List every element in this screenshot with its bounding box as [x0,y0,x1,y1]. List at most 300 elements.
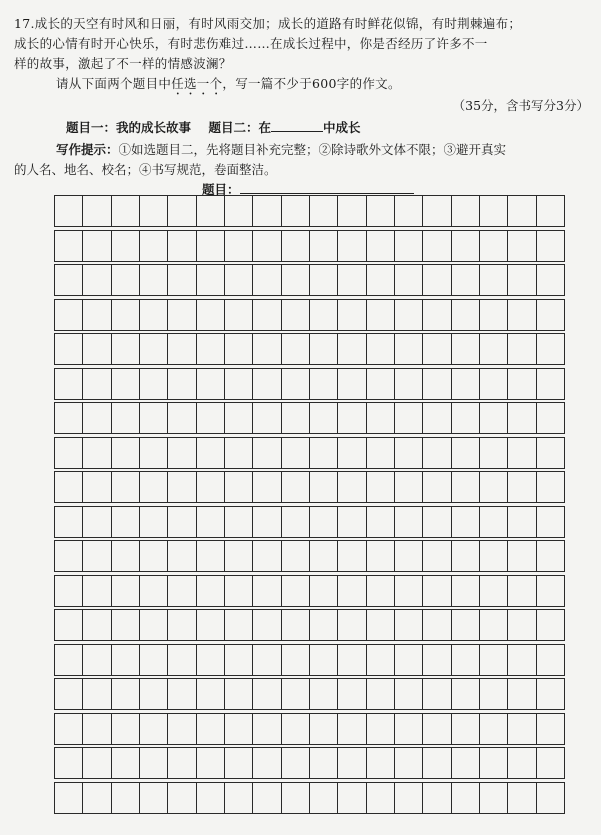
grid-cell[interactable] [310,403,338,433]
grid-cell[interactable] [197,541,225,571]
grid-cell[interactable] [395,196,423,226]
grid-cell[interactable] [537,300,564,330]
grid-cell[interactable] [423,610,451,640]
grid-cell[interactable] [225,576,253,606]
grid-cell[interactable] [253,265,281,295]
grid-cell[interactable] [225,472,253,502]
grid-cell[interactable] [282,783,310,813]
grid-cell[interactable] [197,748,225,778]
grid-cell[interactable] [55,472,83,502]
grid-cell[interactable] [168,403,196,433]
grid-cell[interactable] [83,507,111,537]
grid-cell[interactable] [112,541,140,571]
grid-cell[interactable] [253,334,281,364]
grid-cell[interactable] [55,576,83,606]
grid-cell[interactable] [140,196,168,226]
grid-cell[interactable] [112,748,140,778]
grid-cell[interactable] [537,231,564,261]
grid-cell[interactable] [480,783,508,813]
grid-cell[interactable] [537,645,564,675]
grid-cell[interactable] [55,507,83,537]
grid-cell[interactable] [140,369,168,399]
grid-cell[interactable] [508,196,536,226]
grid-cell[interactable] [140,748,168,778]
grid-cell[interactable] [395,748,423,778]
grid-cell[interactable] [112,334,140,364]
grid-cell[interactable] [83,541,111,571]
grid-cell[interactable] [480,507,508,537]
grid-cell[interactable] [168,783,196,813]
grid-cell[interactable] [282,196,310,226]
grid-cell[interactable] [253,403,281,433]
grid-cell[interactable] [508,748,536,778]
grid-cell[interactable] [253,438,281,468]
grid-cell[interactable] [112,438,140,468]
grid-cell[interactable] [338,679,366,709]
grid-cell[interactable] [253,300,281,330]
grid-cell[interactable] [83,748,111,778]
grid-cell[interactable] [140,783,168,813]
grid-cell[interactable] [282,403,310,433]
grid-cell[interactable] [197,265,225,295]
grid-cell[interactable] [537,714,564,744]
grid-cell[interactable] [537,748,564,778]
grid-cell[interactable] [168,541,196,571]
grid-cell[interactable] [140,610,168,640]
grid-cell[interactable] [452,231,480,261]
grid-cell[interactable] [112,196,140,226]
grid-cell[interactable] [423,541,451,571]
grid-cell[interactable] [253,645,281,675]
grid-cell[interactable] [508,507,536,537]
grid-cell[interactable] [423,369,451,399]
grid-cell[interactable] [310,300,338,330]
grid-cell[interactable] [310,576,338,606]
grid-cell[interactable] [168,265,196,295]
grid-cell[interactable] [452,679,480,709]
grid-cell[interactable] [197,714,225,744]
grid-cell[interactable] [423,472,451,502]
grid-cell[interactable] [338,576,366,606]
grid-cell[interactable] [197,334,225,364]
grid-cell[interactable] [282,714,310,744]
grid-cell[interactable] [140,265,168,295]
grid-cell[interactable] [423,300,451,330]
grid-cell[interactable] [537,334,564,364]
grid-cell[interactable] [423,334,451,364]
grid-cell[interactable] [423,265,451,295]
grid-cell[interactable] [225,507,253,537]
grid-cell[interactable] [55,334,83,364]
grid-cell[interactable] [338,231,366,261]
grid-cell[interactable] [480,645,508,675]
grid-cell[interactable] [508,334,536,364]
grid-cell[interactable] [168,645,196,675]
grid-cell[interactable] [112,265,140,295]
grid-cell[interactable] [112,231,140,261]
grid-cell[interactable] [423,679,451,709]
grid-cell[interactable] [367,679,395,709]
grid-cell[interactable] [310,334,338,364]
grid-cell[interactable] [55,610,83,640]
grid-cell[interactable] [338,714,366,744]
grid-cell[interactable] [140,507,168,537]
essay-title-blank[interactable] [240,181,414,194]
grid-cell[interactable] [253,196,281,226]
grid-cell[interactable] [168,507,196,537]
grid-cell[interactable] [225,783,253,813]
grid-cell[interactable] [112,369,140,399]
grid-cell[interactable] [508,265,536,295]
grid-cell[interactable] [112,679,140,709]
grid-cell[interactable] [367,783,395,813]
grid-cell[interactable] [83,403,111,433]
grid-cell[interactable] [197,369,225,399]
grid-cell[interactable] [225,231,253,261]
grid-cell[interactable] [452,403,480,433]
grid-cell[interactable] [310,369,338,399]
grid-cell[interactable] [282,645,310,675]
grid-cell[interactable] [55,369,83,399]
grid-cell[interactable] [225,541,253,571]
grid-cell[interactable] [83,231,111,261]
grid-cell[interactable] [508,576,536,606]
grid-cell[interactable] [537,783,564,813]
grid-cell[interactable] [367,438,395,468]
grid-cell[interactable] [55,265,83,295]
grid-cell[interactable] [395,403,423,433]
grid-cell[interactable] [395,645,423,675]
grid-cell[interactable] [452,265,480,295]
grid-cell[interactable] [282,334,310,364]
grid-cell[interactable] [225,334,253,364]
grid-cell[interactable] [225,714,253,744]
grid-cell[interactable] [395,507,423,537]
grid-cell[interactable] [537,438,564,468]
grid-cell[interactable] [83,196,111,226]
grid-cell[interactable] [452,610,480,640]
grid-cell[interactable] [225,369,253,399]
grid-cell[interactable] [197,610,225,640]
grid-cell[interactable] [83,783,111,813]
grid-cell[interactable] [452,748,480,778]
grid-cell[interactable] [253,369,281,399]
grid-cell[interactable] [310,610,338,640]
grid-cell[interactable] [197,507,225,537]
grid-cell[interactable] [423,438,451,468]
grid-cell[interactable] [112,610,140,640]
grid-cell[interactable] [338,472,366,502]
grid-cell[interactable] [168,576,196,606]
grid-cell[interactable] [197,576,225,606]
grid-cell[interactable] [225,300,253,330]
grid-cell[interactable] [367,196,395,226]
grid-cell[interactable] [310,783,338,813]
grid-cell[interactable] [537,507,564,537]
grid-cell[interactable] [197,645,225,675]
grid-cell[interactable] [140,645,168,675]
grid-cell[interactable] [452,783,480,813]
title-option-2-blank[interactable] [271,119,323,132]
grid-cell[interactable] [55,645,83,675]
grid-cell[interactable] [55,714,83,744]
grid-cell[interactable] [310,231,338,261]
grid-cell[interactable] [338,610,366,640]
grid-cell[interactable] [55,403,83,433]
grid-cell[interactable] [367,403,395,433]
grid-cell[interactable] [367,334,395,364]
grid-cell[interactable] [112,300,140,330]
grid-cell[interactable] [452,300,480,330]
grid-cell[interactable] [508,472,536,502]
grid-cell[interactable] [452,645,480,675]
grid-cell[interactable] [197,679,225,709]
grid-cell[interactable] [112,645,140,675]
grid-cell[interactable] [395,576,423,606]
grid-cell[interactable] [395,265,423,295]
grid-cell[interactable] [282,610,310,640]
grid-cell[interactable] [197,196,225,226]
grid-cell[interactable] [282,369,310,399]
grid-cell[interactable] [55,748,83,778]
grid-cell[interactable] [508,679,536,709]
grid-cell[interactable] [282,300,310,330]
grid-cell[interactable] [253,748,281,778]
grid-cell[interactable] [310,472,338,502]
grid-cell[interactable] [83,438,111,468]
grid-cell[interactable] [225,679,253,709]
grid-cell[interactable] [452,541,480,571]
grid-cell[interactable] [168,438,196,468]
grid-cell[interactable] [423,783,451,813]
grid-cell[interactable] [338,369,366,399]
grid-cell[interactable] [55,196,83,226]
grid-cell[interactable] [537,576,564,606]
grid-cell[interactable] [480,714,508,744]
grid-cell[interactable] [480,196,508,226]
grid-cell[interactable] [508,783,536,813]
grid-cell[interactable] [168,714,196,744]
grid-cell[interactable] [480,403,508,433]
grid-cell[interactable] [83,679,111,709]
grid-cell[interactable] [423,403,451,433]
grid-cell[interactable] [55,541,83,571]
grid-cell[interactable] [338,748,366,778]
grid-cell[interactable] [395,472,423,502]
grid-cell[interactable] [452,507,480,537]
grid-cell[interactable] [112,403,140,433]
grid-cell[interactable] [508,714,536,744]
grid-cell[interactable] [338,403,366,433]
grid-cell[interactable] [197,783,225,813]
grid-cell[interactable] [537,679,564,709]
grid-cell[interactable] [83,369,111,399]
grid-cell[interactable] [140,231,168,261]
grid-cell[interactable] [197,438,225,468]
grid-cell[interactable] [83,714,111,744]
grid-cell[interactable] [310,541,338,571]
grid-cell[interactable] [423,645,451,675]
grid-cell[interactable] [83,610,111,640]
grid-cell[interactable] [452,714,480,744]
grid-cell[interactable] [367,576,395,606]
grid-cell[interactable] [452,334,480,364]
grid-cell[interactable] [367,507,395,537]
grid-cell[interactable] [480,334,508,364]
grid-cell[interactable] [423,576,451,606]
grid-cell[interactable] [395,231,423,261]
grid-cell[interactable] [83,300,111,330]
grid-cell[interactable] [423,748,451,778]
grid-cell[interactable] [168,748,196,778]
grid-cell[interactable] [367,231,395,261]
grid-cell[interactable] [140,714,168,744]
grid-cell[interactable] [282,231,310,261]
grid-cell[interactable] [537,369,564,399]
grid-cell[interactable] [338,438,366,468]
grid-cell[interactable] [253,231,281,261]
grid-cell[interactable] [480,265,508,295]
grid-cell[interactable] [112,714,140,744]
grid-cell[interactable] [367,610,395,640]
grid-cell[interactable] [508,300,536,330]
grid-cell[interactable] [55,231,83,261]
grid-cell[interactable] [452,369,480,399]
grid-cell[interactable] [253,783,281,813]
grid-cell[interactable] [282,748,310,778]
grid-cell[interactable] [168,679,196,709]
grid-cell[interactable] [310,714,338,744]
grid-cell[interactable] [367,645,395,675]
grid-cell[interactable] [197,403,225,433]
grid-cell[interactable] [253,507,281,537]
grid-cell[interactable] [140,403,168,433]
grid-cell[interactable] [508,403,536,433]
grid-cell[interactable] [367,369,395,399]
grid-cell[interactable] [253,714,281,744]
grid-cell[interactable] [480,541,508,571]
grid-cell[interactable] [508,541,536,571]
grid-cell[interactable] [112,507,140,537]
grid-cell[interactable] [452,196,480,226]
grid-cell[interactable] [282,265,310,295]
grid-cell[interactable] [310,265,338,295]
grid-cell[interactable] [282,507,310,537]
grid-cell[interactable] [140,541,168,571]
grid-cell[interactable] [197,231,225,261]
grid-cell[interactable] [537,541,564,571]
grid-cell[interactable] [83,576,111,606]
grid-cell[interactable] [253,610,281,640]
grid-cell[interactable] [140,300,168,330]
grid-cell[interactable] [537,196,564,226]
grid-cell[interactable] [480,748,508,778]
grid-cell[interactable] [338,783,366,813]
grid-cell[interactable] [395,300,423,330]
grid-cell[interactable] [508,369,536,399]
grid-cell[interactable] [112,472,140,502]
grid-cell[interactable] [253,679,281,709]
grid-cell[interactable] [480,472,508,502]
grid-cell[interactable] [395,334,423,364]
grid-cell[interactable] [367,714,395,744]
grid-cell[interactable] [253,541,281,571]
grid-cell[interactable] [55,783,83,813]
grid-cell[interactable] [310,645,338,675]
grid-cell[interactable] [168,369,196,399]
grid-cell[interactable] [338,196,366,226]
grid-cell[interactable] [480,610,508,640]
grid-cell[interactable] [452,438,480,468]
grid-cell[interactable] [83,265,111,295]
grid-cell[interactable] [338,645,366,675]
grid-cell[interactable] [537,472,564,502]
grid-cell[interactable] [452,472,480,502]
grid-cell[interactable] [508,610,536,640]
grid-cell[interactable] [395,369,423,399]
grid-cell[interactable] [423,507,451,537]
grid-cell[interactable] [253,576,281,606]
grid-cell[interactable] [367,472,395,502]
grid-cell[interactable] [537,403,564,433]
grid-cell[interactable] [338,541,366,571]
grid-cell[interactable] [395,541,423,571]
grid-cell[interactable] [395,714,423,744]
grid-cell[interactable] [197,300,225,330]
grid-cell[interactable] [168,300,196,330]
grid-cell[interactable] [168,334,196,364]
grid-cell[interactable] [480,300,508,330]
grid-cell[interactable] [55,679,83,709]
grid-cell[interactable] [310,748,338,778]
grid-cell[interactable] [168,610,196,640]
grid-cell[interactable] [197,472,225,502]
grid-cell[interactable] [310,438,338,468]
grid-cell[interactable] [140,472,168,502]
grid-cell[interactable] [253,472,281,502]
grid-cell[interactable] [140,679,168,709]
grid-cell[interactable] [83,472,111,502]
grid-cell[interactable] [508,645,536,675]
grid-cell[interactable] [395,679,423,709]
grid-cell[interactable] [310,679,338,709]
grid-cell[interactable] [55,438,83,468]
grid-cell[interactable] [282,679,310,709]
grid-cell[interactable] [168,231,196,261]
grid-cell[interactable] [83,645,111,675]
grid-cell[interactable] [423,714,451,744]
grid-cell[interactable] [537,610,564,640]
grid-cell[interactable] [225,196,253,226]
grid-cell[interactable] [395,783,423,813]
grid-cell[interactable] [282,576,310,606]
grid-cell[interactable] [338,265,366,295]
grid-cell[interactable] [282,541,310,571]
grid-cell[interactable] [282,472,310,502]
grid-cell[interactable] [395,438,423,468]
grid-cell[interactable] [480,576,508,606]
grid-cell[interactable] [367,300,395,330]
grid-cell[interactable] [508,438,536,468]
grid-cell[interactable] [423,196,451,226]
grid-cell[interactable] [112,576,140,606]
grid-cell[interactable] [140,438,168,468]
grid-cell[interactable] [140,576,168,606]
grid-cell[interactable] [480,679,508,709]
grid-cell[interactable] [55,300,83,330]
grid-cell[interactable] [225,610,253,640]
grid-cell[interactable] [395,610,423,640]
